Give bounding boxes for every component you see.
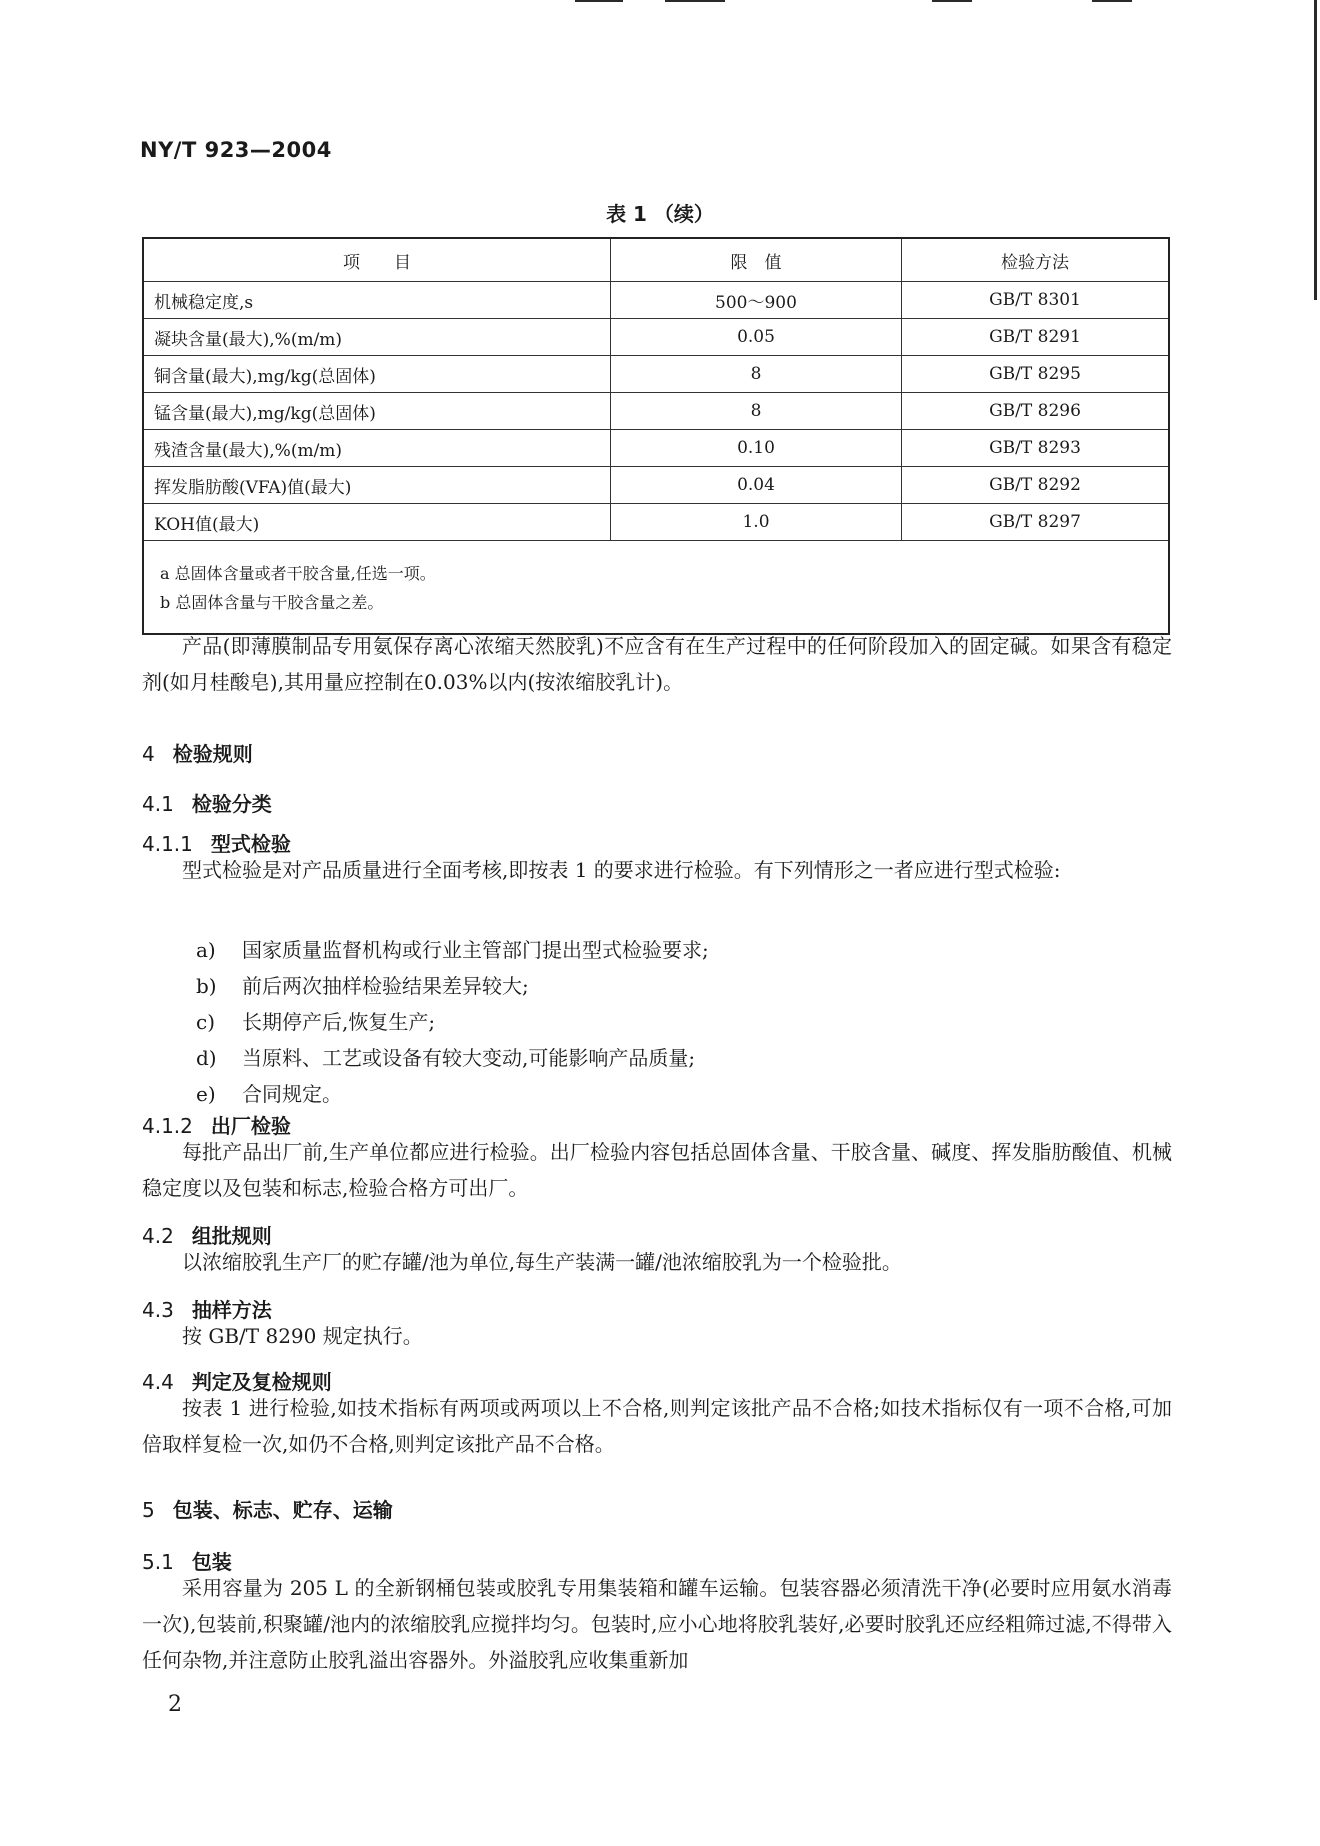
section-number: 4.1 [142, 792, 174, 816]
spec-table [142, 237, 1170, 635]
cell-item: 挥发脂肪酸(VFA)值(最大) [143, 467, 611, 504]
section-number: 4.1.1 [142, 832, 193, 856]
cell-item: KOH值(最大) [143, 504, 611, 541]
section-title: 包装 [191, 1550, 232, 1574]
list-mark: c) [196, 1010, 216, 1034]
cell-method: GB/T 8293 [902, 430, 1170, 467]
header-item: 项 目 [143, 238, 611, 282]
section-4-1-1-text: 型式检验是对产品质量进行全面考核,即按表 1 的要求进行检验。有下列情形之一者应进行型式检验: [182, 858, 1061, 882]
scan-artifact [665, 0, 725, 2]
list-mark: b) [196, 974, 217, 998]
section-4-3-text: 按 GB/T 8290 规定执行。 [182, 1324, 423, 1348]
table-header-row [143, 238, 1169, 282]
cell-limit: 500～900 [611, 282, 902, 319]
cell-limit: 0.10 [611, 430, 902, 467]
cell-limit: 8 [611, 356, 902, 393]
section-5-heading [142, 1494, 393, 1523]
table-row [143, 504, 1169, 541]
section-title: 检验规则 [172, 742, 253, 766]
section-4-2-text: 以浓缩胶乳生产厂的贮存罐/池为单位,每生产装满一罐/池浓缩胶乳为一个检验批。 [182, 1250, 902, 1274]
section-5-1-text: 采用容量为 205 L 的全新钢桶包装或胶乳专用集装箱和罐车运输。包装容器必须清洗干净(必要时应用氨水消毒一次),包装前,积聚罐/池内的浓缩胶乳应搅拌均匀。包装时,应小心地将胶乳装好,必要时胶乳还应经粗筛过滤,不得带入任何杂物,并注意防止胶乳溢出容器外。外溢胶乳应收集重新加 [142, 1576, 1172, 1672]
cell-method: GB/T 8295 [902, 356, 1170, 393]
scan-artifact [1092, 0, 1132, 2]
section-number: 4.4 [142, 1370, 174, 1394]
cell-limit: 0.04 [611, 467, 902, 504]
cell-method: GB/T 8292 [902, 467, 1170, 504]
cell-item: 凝块含量(最大),%(m/m) [143, 319, 611, 356]
list-text: 前后两次抽样检验结果差异较大; [242, 974, 529, 998]
list-text: 合同规定。 [242, 1082, 342, 1106]
section-4-1-2-text: 每批产品出厂前,生产单位都应进行检验。出厂检验内容包括总固体含量、干胶含量、碱度、挥发脂肪酸值、机械稳定度以及包装和标志,检验合格方可出厂。 [142, 1140, 1172, 1200]
cell-item: 锰含量(最大),mg/kg(总固体) [143, 393, 611, 430]
section-number: 4.2 [142, 1224, 174, 1248]
list-item [196, 1078, 342, 1107]
cell-method: GB/T 8301 [902, 282, 1170, 319]
list-item [196, 1042, 695, 1071]
section-number: 4.3 [142, 1298, 174, 1322]
cell-limit: 8 [611, 393, 902, 430]
section-title: 组批规则 [191, 1224, 272, 1248]
section-title: 抽样方法 [191, 1298, 272, 1322]
table-notes-row [143, 541, 1169, 635]
scan-edge [1314, 0, 1317, 300]
section-title: 出厂检验 [210, 1114, 291, 1138]
cell-item: 机械稳定度,s [143, 282, 611, 319]
list-item [196, 970, 529, 999]
section-title: 包装、标志、贮存、运输 [172, 1498, 393, 1522]
cell-item: 铜含量(最大),mg/kg(总固体) [143, 356, 611, 393]
table-row [143, 430, 1169, 467]
list-item [196, 1006, 435, 1035]
list-mark: a) [196, 938, 216, 962]
section-4-1-heading [142, 788, 272, 817]
scan-artifact [575, 0, 623, 2]
list-mark: d) [196, 1046, 217, 1070]
table-row [143, 393, 1169, 430]
list-item [196, 934, 709, 963]
table-row [143, 467, 1169, 504]
cell-method: GB/T 8296 [902, 393, 1170, 430]
intro-paragraph: 产品(即薄膜制品专用氨保存离心浓缩天然胶乳)不应含有在生产过程中的任何阶段加入的固定碱。如果含有稳定剂(如月桂酸皂),其用量应控制在0.03%以内(按浓缩胶乳计)。 [142, 634, 1172, 694]
cell-method: GB/T 8291 [902, 319, 1170, 356]
cell-method: GB/T 8297 [902, 504, 1170, 541]
section-title: 判定及复检规则 [191, 1370, 332, 1394]
section-number: 5.1 [142, 1550, 174, 1574]
section-title: 型式检验 [210, 832, 291, 856]
table-caption: 表 1 （续） [606, 202, 714, 226]
section-4-heading [142, 738, 253, 767]
header-limit: 限 值 [611, 238, 902, 282]
section-4-4-text: 按表 1 进行检验,如技术指标有两项或两项以上不合格,则判定该批产品不合格;如技术指标仅有一项不合格,可加倍取样复检一次,如仍不合格,则判定该批产品不合格。 [142, 1396, 1172, 1456]
cell-item: 残渣含量(最大),%(m/m) [143, 430, 611, 467]
section-number: 4.1.2 [142, 1114, 193, 1138]
cell-limit: 0.05 [611, 319, 902, 356]
section-number: 5 [142, 1498, 155, 1522]
section-number: 4 [142, 742, 155, 766]
section-title: 检验分类 [191, 792, 272, 816]
scan-artifact [932, 0, 972, 2]
cell-limit: 1.0 [611, 504, 902, 541]
table-row [143, 319, 1169, 356]
table-row [143, 282, 1169, 319]
header-method: 检验方法 [902, 238, 1170, 282]
list-text: 当原料、工艺或设备有较大变动,可能影响产品质量; [242, 1046, 696, 1070]
list-text: 国家质量监督机构或行业主管部门提出型式检验要求; [242, 938, 709, 962]
table-note: b 总固体含量与干胶含量之差。 [160, 593, 384, 612]
table-note: a 总固体含量或者干胶含量,任选一项。 [160, 564, 436, 583]
page-number: 2 [168, 1692, 182, 1717]
standard-code: NY/T 923—2004 [140, 138, 332, 162]
list-text: 长期停产后,恢复生产; [242, 1010, 436, 1034]
table-notes [143, 541, 1169, 635]
list-mark: e) [196, 1082, 216, 1106]
table-row [143, 356, 1169, 393]
